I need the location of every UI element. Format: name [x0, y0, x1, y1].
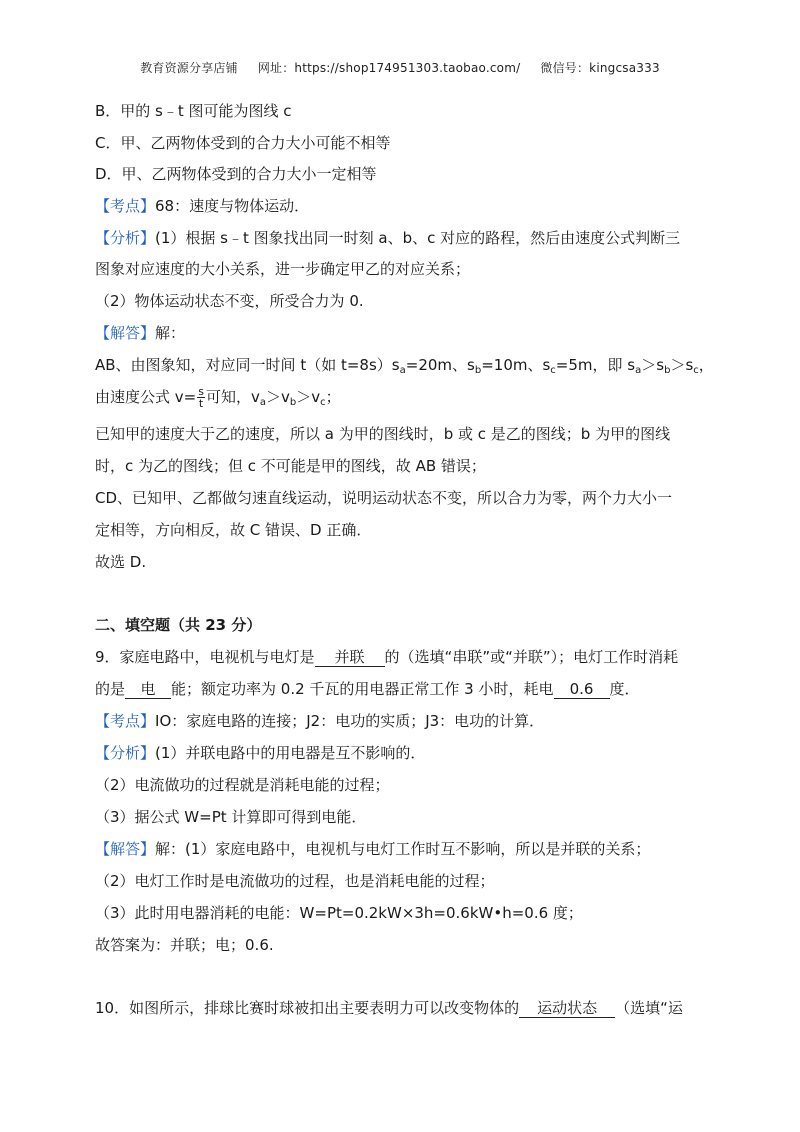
fraction-numerator: s	[198, 385, 204, 398]
text: 9．家庭电路中，电视机与电灯是	[95, 648, 315, 666]
text: ＞s	[641, 356, 665, 374]
fenxi-text: (1）根据 s﹣t 图象找出同一时刻 a、b、c 对应的路程，然后由速度公式判断三	[155, 229, 681, 247]
text: AB、由图象知，对应同一时间 t（如 t=8s）s	[95, 356, 400, 374]
q8-option-b: B．甲的 s﹣t 图可能为图线 c	[95, 102, 292, 120]
text: ；	[325, 388, 341, 406]
jieda-head: 解：	[155, 324, 186, 342]
kaodian-tag: 【考点】	[95, 712, 156, 730]
q9-blank-1: 并联	[315, 648, 385, 667]
text: 的（选填“串联”或“并联”）；电灯工作时消耗	[384, 648, 679, 666]
kaodian-text: IO：家庭电路的连接；J2：电功的实质；J3：电功的计算．	[155, 712, 545, 730]
kaodian-text: 68：速度与物体运动．	[155, 197, 310, 215]
q8-ab-line-2	[95, 386, 341, 414]
q8-fenxi-1b: 图象对应速度的大小关系，进一步确定甲乙的对应关系；	[95, 260, 471, 278]
kaodian-tag: 【考点】	[95, 197, 156, 215]
text: =5m，即 s	[555, 356, 636, 374]
q9-fenxi-3: （3）据公式 W=Pt 计算即可得到电能．	[95, 808, 367, 826]
text: ＞v	[296, 388, 321, 406]
header-url[interactable]: 网址：https://shop174951303.taobao.com/	[257, 61, 521, 75]
q9-line-2	[95, 678, 640, 700]
q8-option-c: C．甲、乙两物体受到的合力大小可能不相等	[95, 134, 391, 152]
subscript: c	[693, 365, 699, 376]
subscript: b	[289, 397, 297, 408]
subscript: a	[635, 365, 642, 376]
q9-fenxi-2: （2）电流做功的过程就是消耗电能的过程；	[95, 776, 390, 794]
header-shop: 教育资源分享店铺	[140, 61, 238, 75]
subscript: a	[399, 365, 406, 376]
fenxi-text: (1）并联电路中的用电器是互不影响的．	[155, 744, 426, 762]
q8-ab-line-3: 已知甲的速度大于乙的速度，所以 a 为甲的图线时，b 或 c 是乙的图线；b 为甲的图线	[95, 425, 671, 443]
header-wechat: 微信号：kingcsa333	[540, 61, 660, 75]
q8-ab-line-4: 时，c 为乙的图线；但 c 不可能是甲的图线，故 AB 错误；	[95, 457, 486, 475]
section-title: 二、填空题（共 23 分）	[95, 616, 262, 634]
q8-ab-line-1	[95, 354, 714, 382]
text: =10m、s	[481, 356, 551, 374]
q8-cd-line-1: CD、已知甲、乙都做匀速直线运动，说明运动状态不变，所以合力为零，两个力大小一	[95, 489, 673, 507]
q9-jieda-3: （3）此时用电器消耗的电能：W=Pt=0.2kW×3h=0.6kW•h=0.6 度；	[95, 904, 583, 922]
q8-option-d: D．甲、乙两物体受到的合力大小一定相等	[95, 165, 377, 183]
subscript: c	[550, 365, 556, 376]
text: 度．	[609, 680, 640, 698]
fenxi-tag: 【分析】	[95, 229, 156, 247]
q9-jieda-1	[95, 838, 650, 860]
q8-fenxi-2: （2）物体运动状态不变，所受合力为 0.	[95, 292, 364, 310]
q9-jieda-2: （2）电灯工作时是电流做功的过程，也是消耗电能的过程；	[95, 872, 495, 890]
subscript: a	[259, 397, 266, 408]
jieda-tag: 【解答】	[95, 840, 156, 858]
text: 可知，v	[205, 388, 260, 406]
text: 的是	[95, 680, 126, 698]
q9-answer: 故答案为：并联；电；0.6.	[95, 936, 274, 954]
jieda-tag: 【解答】	[95, 324, 156, 342]
text: （选填“运	[615, 999, 683, 1017]
subscript: c	[320, 397, 326, 408]
fraction-denominator: t	[198, 397, 204, 410]
q8-answer: 故选 D.	[95, 553, 147, 571]
q8-cd-line-2: 定相等，方向相反，故 C 错误、D 正确．	[95, 521, 372, 539]
text: 由速度公式 v=	[95, 388, 197, 406]
q9-blank-2: 电	[125, 680, 171, 699]
q8-fenxi-1	[95, 227, 680, 249]
q9-fenxi-1	[95, 742, 425, 764]
q8-jieda	[95, 322, 185, 344]
text: 能；额定功率为 0.2 千瓦的用电器正常工作 3 小时，耗电	[171, 680, 554, 698]
q9-blank-3: 0.6	[554, 680, 610, 699]
q9-line-1	[95, 646, 678, 668]
q10-blank: 运动状态	[519, 999, 615, 1018]
fraction-s-over-t	[197, 386, 205, 409]
fenxi-tag: 【分析】	[95, 744, 156, 762]
text: ＞s	[670, 356, 694, 374]
text: =20m、s	[405, 356, 475, 374]
text: ＞v	[265, 388, 290, 406]
page-header	[0, 59, 800, 76]
q8-kaodian	[95, 195, 309, 217]
jieda-text: 解：(1）家庭电路中，电视机与电灯工作时互不影响，所以是并联的关系；	[155, 840, 651, 858]
subscript: b	[474, 365, 482, 376]
subscript: b	[664, 365, 671, 376]
text: ，	[698, 356, 714, 374]
text: 10．如图所示，排球比赛时球被扣出主要表明力可以改变物体的	[95, 999, 520, 1017]
q10-line-1	[95, 997, 683, 1019]
q9-kaodian	[95, 710, 544, 732]
